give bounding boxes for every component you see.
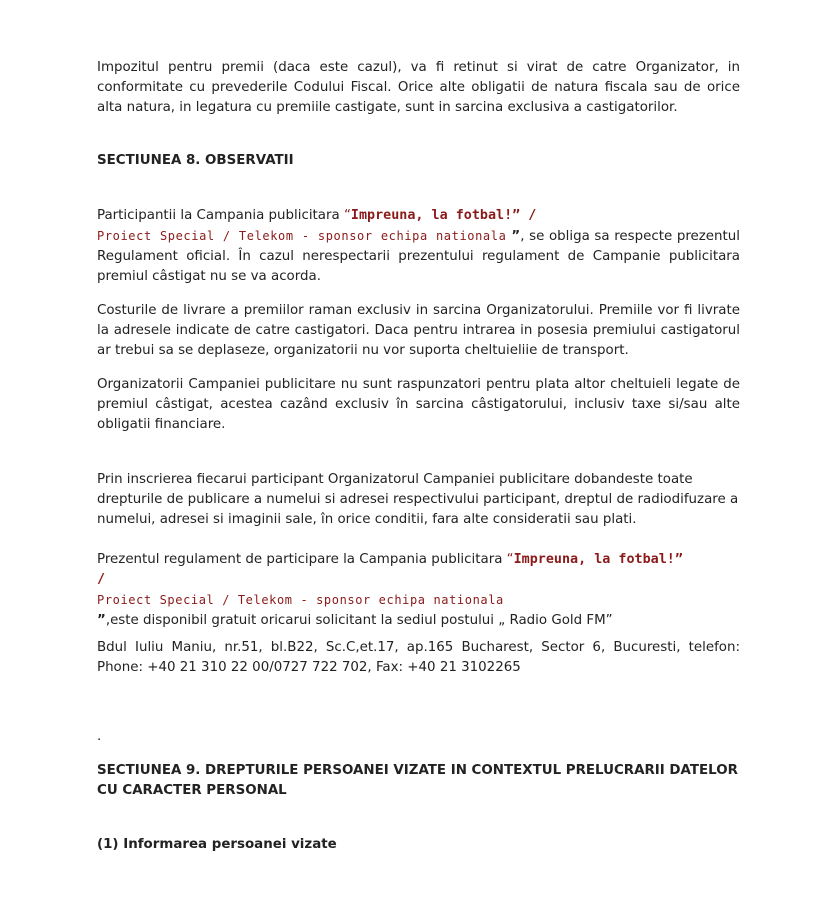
paragraph-publication-rights: Prin inscrierea fiecarui participant Organizatorul Campaniei publicitare dobandeste toate drepturile de publicare a numelui si adresei respectivului participant, dreptul de radiodifuzare a numelui, adresei si imaginii sale, în orice conditii, fara alte consideratii sau plati.	[97, 472, 739, 527]
close-quote-2: ”	[97, 613, 106, 628]
separator-dot: .	[97, 729, 102, 744]
regulation-intro: Prezentul regulament de participare la Campania publicitara	[97, 552, 507, 567]
participants-obligation: , se obliga sa respecte prezentul Regulament oficial. În cazul nerespectarii prezentului regulament de Campanie publicitara premiul câstigat nu se va acorda.	[97, 229, 740, 284]
slash: /	[97, 572, 106, 587]
participants-intro: Participantii la Campania publicitara	[97, 208, 344, 223]
open-quote: “	[343, 208, 351, 223]
close-quote: ”	[506, 229, 521, 244]
campaign-name-2: Impreuna, la fotbal!”	[513, 552, 683, 567]
project-name: Proiect Special / Telekom - sponsor echipa nationala	[97, 229, 507, 243]
section-9-subheading: (1) Informarea persoanei vizate	[97, 837, 337, 852]
section-8-heading: SECTIUNEA 8. OBSERVATII	[97, 153, 294, 168]
paragraph-regulation-availability	[97, 550, 740, 631]
open-quote-2: “	[506, 552, 514, 567]
project-name-2: Proiect Special / Telekom - sponsor echipa nationala	[97, 593, 504, 607]
regulation-availability: ,este disponibil gratuit oricarui solicitant la sediul postului „ Radio Gold FM”	[105, 613, 613, 628]
paragraph-delivery-costs: Costurile de livrare a premiilor raman exclusiv in sarcina Organizatorului. Premiile vor fi livrate la adresele indicate de catre castigatori. Daca pentru intrarea in posesia premiului castigatorul ar trebui sa se deplaseze, organizatorii nu vor suporta cheltuieliie de transport.	[97, 303, 740, 358]
paragraph-participants	[97, 206, 740, 287]
paragraph-tax: Impozitul pentru premii (daca este cazul), va fi retinut si virat de catre Organizator, in conformitate cu prevederile Codului Fiscal. Orice alte obligatii de natura fiscala sau de orice alta natura, in legatura cu premiile castigate, sunt in sarcina exclusiva a castigatorilor.	[97, 60, 740, 115]
section-9-heading: SECTIUNEA 9. DREPTURILE PERSOANEI VIZATE IN CONTEXTUL PRELUCRARII DATELOR CU CARACTER PERSONAL	[97, 763, 738, 798]
paragraph-address: Bdul Iuliu Maniu, nr.51, bl.B22, Sc.C,et.17, ap.165 Bucharest, Sector 6, Bucuresti, telefon: Phone: +40 21 310 22 00/0727 722 702, Fax: +40 21 3102265	[97, 640, 740, 675]
paragraph-organizers-liability: Organizatorii Campaniei publicitare nu sunt raspunzatori pentru plata altor cheltuieli legate de premiul câstigat, acestea cazând exclusiv în sarcina câstigatorului, inclusiv taxe si/sau alte obligatii financiare.	[97, 377, 740, 432]
campaign-name: Impreuna, la fotbal!” /	[350, 208, 537, 223]
